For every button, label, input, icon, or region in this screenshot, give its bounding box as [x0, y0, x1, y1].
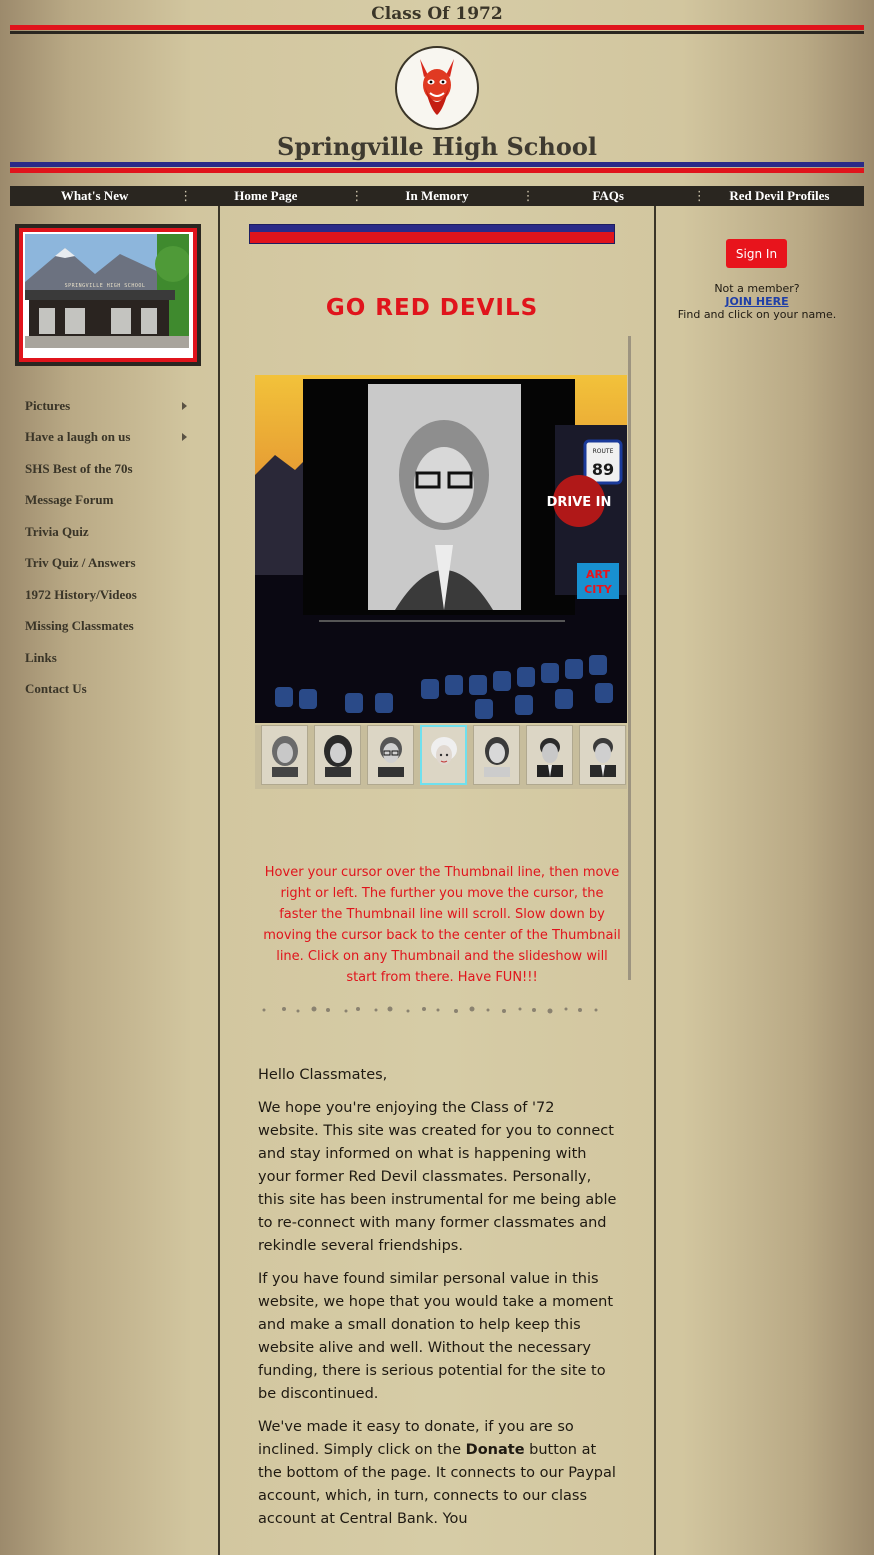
leftnav-label: Missing Classmates — [25, 618, 134, 634]
join-here-link[interactable]: JOIN HERE — [725, 295, 789, 308]
leftnav-message-forum[interactable] — [25, 485, 195, 517]
nav-whats-new[interactable]: What's New — [60, 188, 129, 203]
leftnav-label: Pictures — [25, 397, 71, 413]
thumbnail[interactable] — [314, 725, 361, 785]
top-nav — [10, 186, 864, 206]
left-nav — [25, 390, 195, 705]
content-scrollbar[interactable] — [628, 336, 631, 980]
leftnav-label: Links — [25, 649, 57, 665]
thumbnail[interactable] — [367, 725, 414, 785]
go-red-devils-title: GO RED DEVILS — [325, 295, 539, 321]
leftnav-links[interactable] — [25, 642, 195, 674]
school-building-photo — [15, 224, 201, 366]
letter-paragraph-1: We hope you're enjoying the Class of '72 website. This site was created for you to connect and stay informed on what is happening with your former Red Devil classmates. Personally, this site has been instrumental for me being able to re-connect with many former classmates and rekindle several friendships. — [258, 1100, 617, 1254]
nav-separator: ⋮ — [692, 188, 706, 204]
nav-separator: ⋮ — [350, 188, 364, 204]
leftnav-label: 1972 History/Videos — [25, 586, 137, 602]
leftnav-shs-best-70s[interactable] — [25, 453, 195, 485]
letter-greeting: Hello Classmates, — [258, 1067, 388, 1083]
header-stripe-red — [10, 25, 864, 30]
nav-separator: ⋮ — [179, 188, 193, 204]
route-sign-text: ROUTE — [592, 448, 614, 455]
thumbnail[interactable] — [261, 725, 308, 785]
find-name-text: Find and click on your name. — [677, 308, 837, 321]
leftnav-label: Message Forum — [25, 492, 114, 508]
thumbnail-strip[interactable] — [255, 725, 627, 789]
thumbnail-instructions: Hover your cursor over the Thumbnail line, then move right or left. The further you move the cursor, the faster the Thumbnail line will scroll. Slow down by moving the cursor back to the center of the Thumbnail line. Click on any Thumbnail and the slideshow will start from there. Have FUN!!! — [263, 865, 621, 985]
letter-paragraph-2: If you have found similar personal value in this website, we hope that you would take a moment and make a small donation to help keep this website alive and well. Without the necessary funding, there is serious potential for the site to be discontinued. — [258, 1271, 614, 1402]
column-divider-right — [654, 206, 656, 1555]
nav-home-page[interactable]: Home Page — [234, 188, 298, 203]
city-sign-text: CITY — [584, 583, 612, 596]
leftnav-label: Triv Quiz / Answers — [25, 555, 136, 571]
header-stripe-blue — [10, 162, 864, 167]
slideshow-main-image[interactable] — [255, 375, 627, 723]
leftnav-label: Contact Us — [25, 681, 87, 697]
leftnav-contact-us[interactable] — [25, 674, 195, 706]
letter-paragraph-3: We've made it easy to donate, if you are so inclined. Simply click on the Donate button at the bottom of the page. It connects to our Paypal account, which, in turn, connects to our class account at Central Bank. You — [258, 1419, 616, 1527]
header-stripe-dark — [10, 31, 864, 34]
sign-in-button[interactable]: Sign In — [726, 239, 787, 268]
nav-red-devil-profiles[interactable]: Red Devil Profiles — [729, 188, 830, 203]
leftnav-pictures[interactable] — [25, 390, 195, 422]
center-banner-stripes — [249, 224, 615, 244]
submenu-arrow-icon — [182, 433, 187, 441]
school-sign-text: SPRINGVILLE HIGH SCHOOL — [64, 283, 146, 289]
class-title: Class Of 1972 — [371, 4, 503, 24]
school-name: Springville High School — [277, 132, 597, 161]
decorative-divider — [258, 1003, 604, 1017]
donate-emphasis: Donate — [465, 1442, 525, 1458]
thumbnail[interactable] — [473, 725, 520, 785]
thumbnail-active[interactable] — [420, 725, 467, 785]
leftnav-trivia-quiz[interactable] — [25, 516, 195, 548]
route-number-text: 89 — [591, 460, 615, 479]
devil-head-icon — [414, 57, 460, 119]
submenu-arrow-icon — [182, 402, 187, 410]
drive-in-sign-text: DRIVE IN — [546, 495, 612, 510]
thumbnail[interactable] — [579, 725, 626, 785]
art-sign-text: ART — [586, 568, 610, 581]
leftnav-1972-history[interactable] — [25, 579, 195, 611]
column-divider-left — [218, 206, 220, 1555]
leftnav-have-a-laugh[interactable] — [25, 422, 195, 454]
welcome-letter — [258, 1064, 618, 1541]
thumbnail[interactable] — [526, 725, 573, 785]
leftnav-missing-classmates[interactable] — [25, 611, 195, 643]
leftnav-label: Trivia Quiz — [25, 523, 89, 539]
leftnav-label: Have a laugh on us — [25, 429, 131, 445]
nav-faqs[interactable]: FAQs — [592, 188, 624, 203]
nav-in-memory[interactable]: In Memory — [405, 188, 469, 203]
member-prompt — [662, 282, 852, 321]
nav-separator: ⋮ — [521, 188, 535, 204]
leftnav-label: SHS Best of the 70s — [25, 460, 133, 476]
header-stripe-red-2 — [10, 168, 864, 173]
red-devil-logo — [395, 46, 479, 130]
not-member-text: Not a member? — [714, 282, 800, 295]
leftnav-triv-quiz-answers[interactable] — [25, 548, 195, 580]
